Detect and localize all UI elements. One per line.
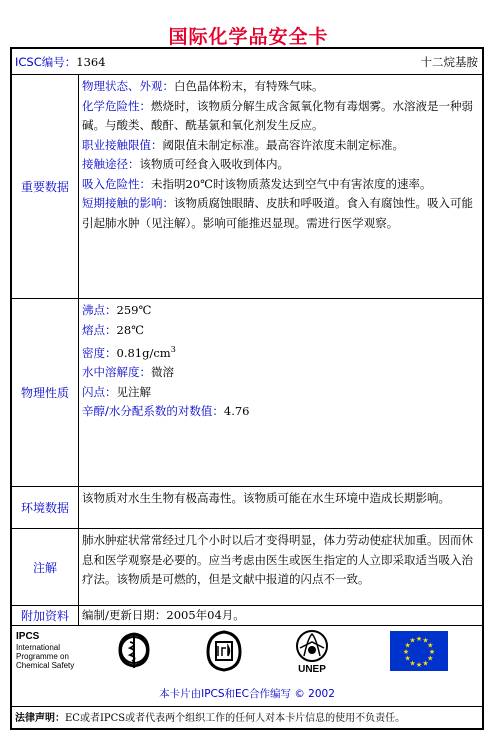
important-data-section — [12, 75, 482, 299]
notes-label: 注解 — [12, 529, 79, 605]
eu-star: ★ — [402, 648, 410, 656]
who-emblem-icon — [112, 628, 156, 672]
icsc-id — [15, 54, 106, 70]
important-data-content — [79, 75, 482, 298]
important-item: 职业接触限值：阈限值未制定标准。最高容许浓度未制定标准。 — [82, 137, 404, 152]
physical-item: 闪点：见注解 — [82, 384, 151, 399]
additional-text: 编制/更新日期：2005年04月。 — [82, 608, 245, 622]
notes-text: 肺水肿症状常常经过几个小时以后才变得明显，体力劳动使症状加重。因而休息和医学观察是必要的。应当考虑由医生或医生指定的人立即采取适当吸入治疗法。该物质是可燃的，但是文献中报道的闪点不一致。 — [82, 533, 473, 586]
physical-item: 沸点：259℃ — [82, 303, 152, 317]
physical-label: 物理性质 — [12, 299, 79, 486]
card-frame — [10, 47, 484, 730]
important-item: 化学危险性：燃烧时，该物质分解生成含氮氧化物有毒烟雾。水溶液是一种弱碱。与酸类、酸酐、酰基氯和氧化剂发生反应。 — [82, 98, 473, 132]
physical-item: 密度：$0.81g/cm^3$ — [82, 345, 176, 360]
physical-item: 辛醇/水分配系数的对数值：4.76 — [82, 404, 250, 419]
environment-section — [12, 487, 482, 529]
notes-section — [12, 529, 482, 606]
important-item: 接触途径：该物质可经食入吸收到体内。 — [82, 157, 289, 171]
eu-star: ★ — [404, 654, 411, 663]
eu-star: ★ — [427, 641, 434, 650]
important-item: 短期接触的影响：该物质腐蚀眼睛、皮肤和呼吸道。食入有腐蚀性。吸入可能引起肺水肿（见注解）。影响可能推迟显现。需进行医学观察。 — [82, 196, 473, 230]
additional-label: 附加资料 — [12, 606, 79, 625]
chemical-name: 十二烷基胺 — [420, 55, 478, 69]
additional-section — [12, 606, 482, 626]
eu-star: ★ — [422, 659, 429, 668]
physical-item: 熔点：28℃ — [82, 322, 144, 337]
credit-line: 本卡片由IPCS和EC合作编写 © 2002 — [159, 688, 335, 700]
physical-item: 水中溶解度：微溶 — [82, 365, 174, 380]
icsc-label: ICSC编号： — [15, 55, 77, 69]
environment-text: 该物质对水生生物有极高毒性。该物质可能在水生环境中造成长期影响。 — [82, 491, 450, 505]
physical-content — [79, 299, 482, 486]
ilo-emblem-icon — [202, 628, 246, 674]
eu-star: ★ — [404, 641, 411, 650]
eu-star: ★ — [415, 635, 423, 643]
eu-star: ★ — [409, 636, 416, 645]
unep-label: UNEP — [298, 664, 326, 674]
legal-key: 法律声明： — [15, 713, 65, 724]
eu-flag-icon — [390, 631, 448, 671]
logos-row — [12, 626, 482, 707]
eu-star: ★ — [415, 661, 423, 669]
icsc-number: 1364 — [76, 55, 106, 69]
important-item: 吸入危险性：未指明20℃时该物质蒸发达到空气中有害浓度的速率。 — [82, 176, 432, 191]
card-title: 国际化学品安全卡 — [168, 26, 329, 48]
header-row — [12, 49, 482, 75]
eu-star: ★ — [409, 659, 416, 668]
legal-text: EC或者IPCS或者代表两个组织工作的任何人对本卡片信息的使用不负责任。 — [65, 713, 406, 724]
environment-label: 环境数据 — [12, 487, 79, 528]
important-data-label: 重要数据 — [12, 75, 79, 298]
important-item: 物理状态、外观：白色晶体粉末，有特殊气味。 — [82, 79, 324, 93]
eu-star: ★ — [427, 654, 434, 663]
unep-emblem-icon — [290, 628, 334, 674]
physical-section — [12, 299, 482, 487]
legal-row — [12, 706, 482, 731]
ipcs-logo: IPCS International Programme on Chemical Safety — [16, 631, 75, 670]
eu-star: ★ — [428, 648, 436, 656]
eu-star: ★ — [422, 636, 429, 645]
